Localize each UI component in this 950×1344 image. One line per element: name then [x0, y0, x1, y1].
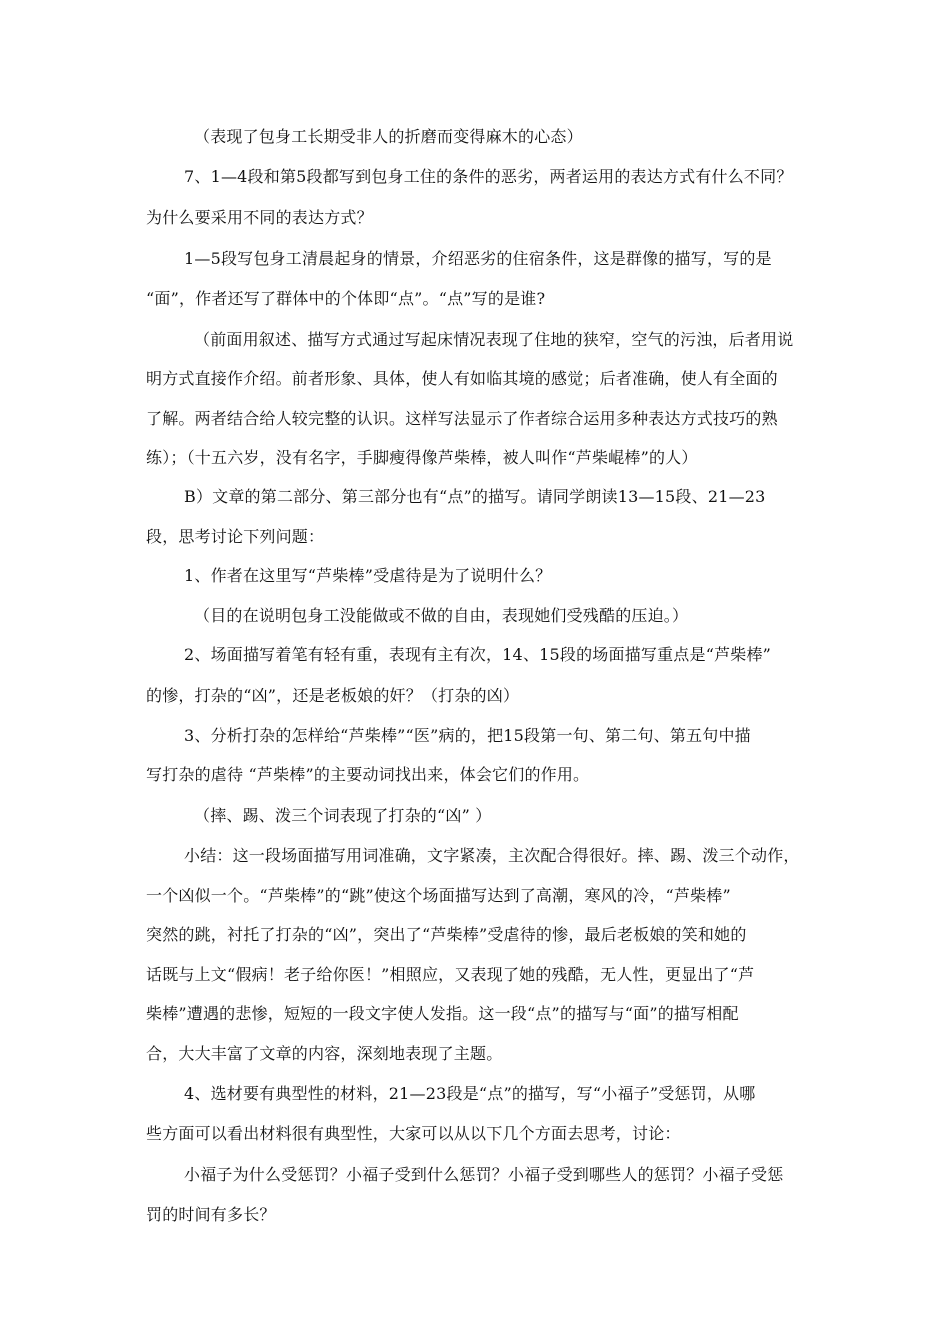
text-line: 明方式直接作介绍。前者形象、具体，使人有如临其境的感觉；后者准确，使人有全面的: [146, 369, 778, 388]
text-line: 了解。两者结合给人较完整的认识。这样写法显示了作者综合运用多种表达方式技巧的熟: [146, 409, 778, 428]
text-line: 一个凶似一个。“芦柴棒”的“跳”使这个场面描写达到了高潮，寒风的冷，“芦柴棒”: [146, 886, 731, 905]
text-line: 罚的时间有多长？: [146, 1205, 276, 1224]
text-line: 1、作者在这里写“芦柴棒”受虐待是为了说明什么？: [184, 566, 552, 585]
text-line: 7、1—4段和第5段都写到包身工住的条件的恶劣，两者运用的表达方式有什么不同？: [184, 167, 793, 186]
text-line: 段，思考讨论下列问题：: [146, 527, 325, 546]
text-line: 写打杂的虐待 “芦柴棒”的主要动词找出来，体会它们的作用。: [146, 765, 590, 784]
text-line: 小结：这一段场面描写用词准确，文字紧凑，主次配合得很好。摔、踢、泼三个动作，: [184, 846, 800, 865]
text-line: 4、选材要有典型性的材料，21—23段是“点”的描写，写“小福子”受惩罚，从哪: [184, 1084, 756, 1103]
text-line: 突然的跳，衬托了打杂的“凶”，突出了“芦柴棒”受虐待的惨，最后老板娘的笑和她的: [146, 925, 747, 944]
text-line: （目的在说明包身工没能做或不做的自由，表现她们受残酷的压迫。）: [194, 606, 689, 625]
text-line: 合，大大丰富了文章的内容，深刻地表现了主题。: [146, 1044, 503, 1063]
text-line: 些方面可以看出材料很有典型性，大家可以从以下几个方面去思考，讨论：: [146, 1124, 681, 1143]
text-line: “面”，作者还写了群体中的个体即“点”。“点”写的是谁?: [146, 289, 546, 308]
text-line: （前面用叙述、描写方式通过写起床情况表现了住地的狭窄，空气的污浊，后者用说: [194, 330, 794, 349]
text-line: 小福子为什么受惩罚？小福子受到什么惩罚？小福子受到哪些人的惩罚？小福子受惩: [184, 1165, 784, 1184]
text-line: 2、场面描写着笔有轻有重，表现有主有次，14、15段的场面描写重点是“芦柴棒”: [184, 645, 772, 664]
text-line: B）文章的第二部分、第三部分也有“点”的描写。请同学朗读13—15段、21—23: [184, 487, 766, 506]
text-line: 的惨，打杂的“凶”，还是老板娘的奸？（打杂的凶）: [146, 686, 520, 705]
text-line: （摔、踢、泼三个词表现了打杂的“凶” ）: [194, 806, 492, 825]
text-line: （表现了包身工长期受非人的折磨而变得麻木的心态）: [194, 127, 583, 146]
text-line: 为什么要采用不同的表达方式？: [146, 208, 373, 227]
text-line: 3、分析打杂的怎样给“芦柴棒”“医”病的，把15段第一句、第二句、第五句中描: [184, 726, 751, 745]
text-line: 练）；（十五六岁，没有名字，手脚瘦得像芦柴棒，被人叫作“芦柴崐棒”的人）: [146, 448, 698, 467]
text-line: 话既与上文“假病！老子给你医！”相照应，又表现了她的残酷，无人性，更显出了“芦: [146, 965, 755, 984]
text-line: 柴棒”遭遇的悲惨，短短的一段文字使人发指。这一段“点”的描写与“面”的描写相配: [146, 1004, 739, 1023]
text-line: 1—5段写包身工清晨起身的情景，介绍恶劣的住宿条件，这是群像的描写，写的是: [184, 249, 772, 268]
